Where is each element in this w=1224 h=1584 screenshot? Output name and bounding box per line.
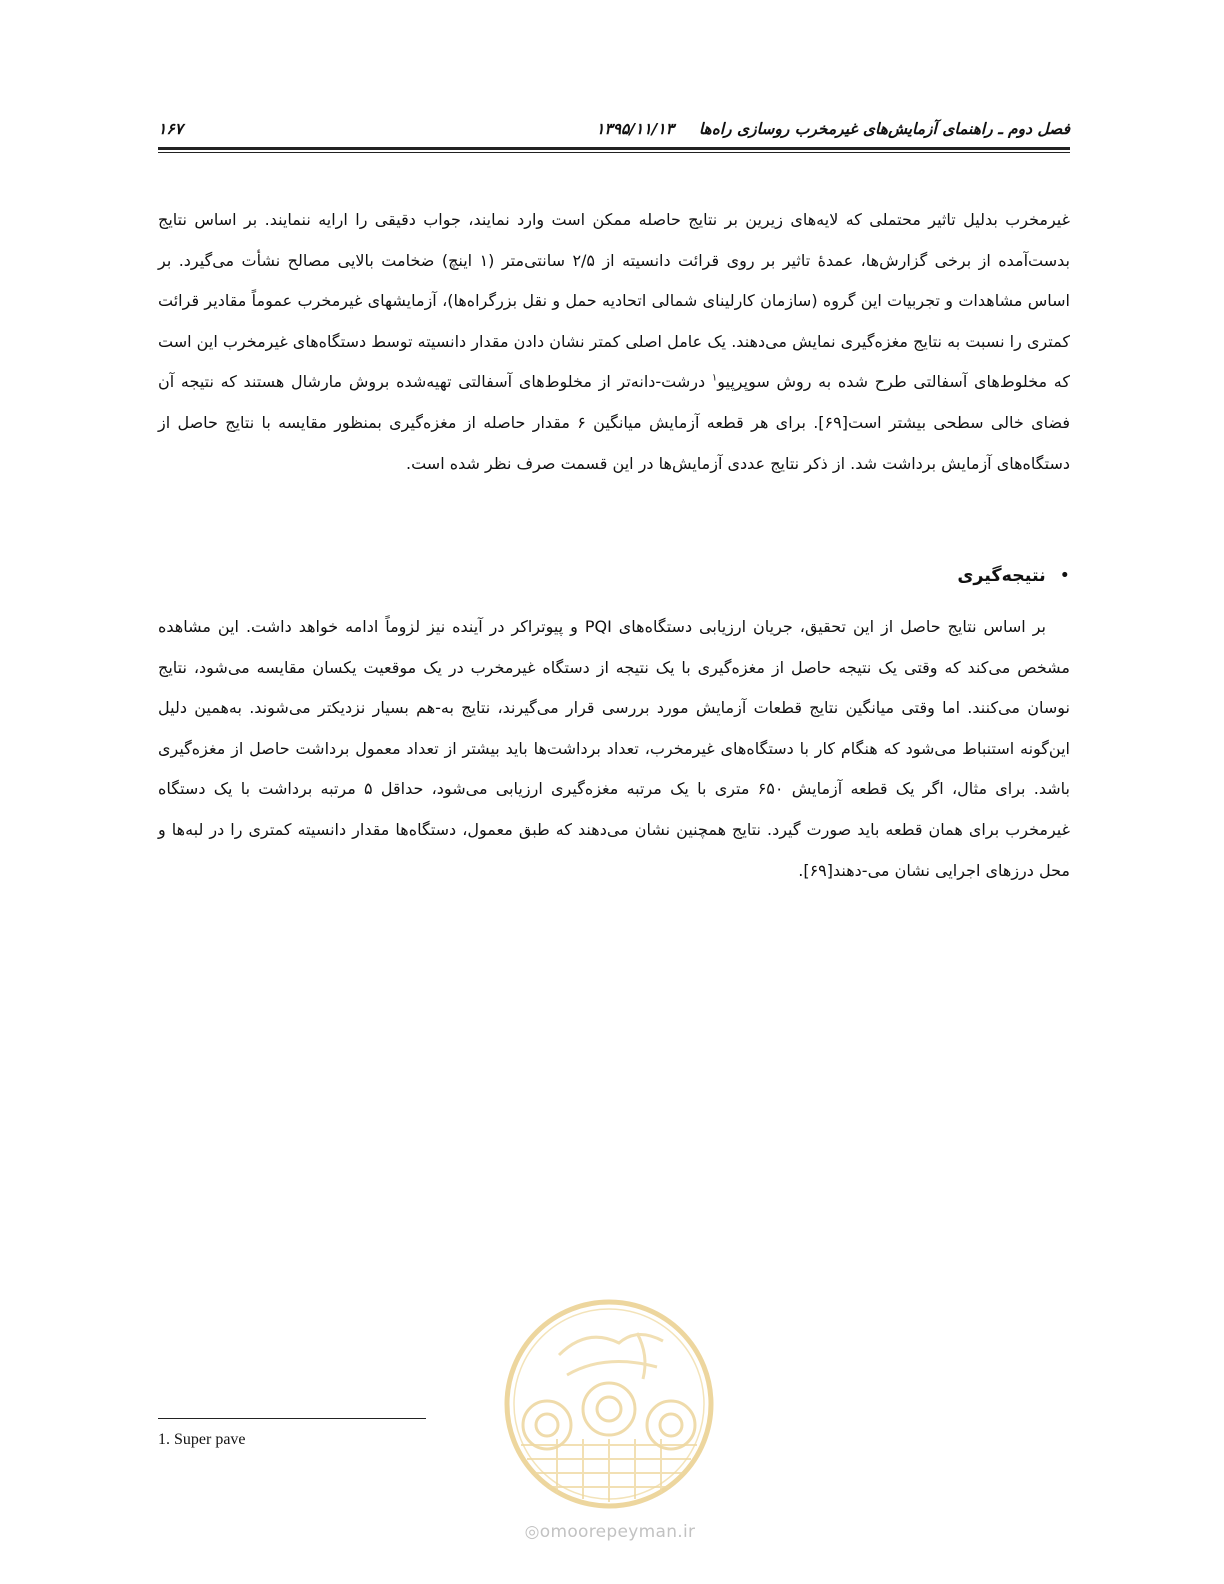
paragraph-1-text-b: درشت-دانه‌تر از مخلوط‌های آسفالتی تهیه‌شده بروش مارشال هستند که نتیجه آن فضای خالی سطحی بیشتر است[۶۹]. برای هر قطعه آزمایش میانگین ۶ مقدار حاصله از مغزه‌گیری بمنظور مقایسه با نتایج حاصل از دستگاه‌های آزمایش برداشت شد. از ذکر نتایج عددی آزمایش‌ها در این قسمت صرف نظر شده است. xyxy=(158,372,1071,473)
watermark-url: ◎omoorepeyman.ir xyxy=(524,1522,696,1542)
watermark-url-text: omoorepeyman.ir xyxy=(539,1522,696,1542)
body-paragraph-1 xyxy=(158,200,1070,484)
header-title: فصل دوم ـ راهنمای آزمایش‌های غیرمخرب روسازی راه‌ها xyxy=(698,120,1070,138)
running-header xyxy=(158,118,1070,144)
header-rule-thick xyxy=(158,147,1070,150)
body-paragraph-2: بر اساس نتایج حاصل از این تحقیق، جریان ارزیابی دستگاه‌های PQI و پیوتراکر در آینده نیز لزوماً ادامه خواهد داشت. این مشاهده مشخص می‌کند که وقتی یک نتیجه حاصل از مغزه‌گیری با یک نتیجه از دستگاه غیرمخرب در یک موقعیت یکسان مقایسه می‌شود، نتایج نوسان می‌کنند. اما وقتی میانگین نتایج قطعات آزمایش مورد بررسی قرار می‌گیرند، نتایج به-هم بسیار نزدیکتر می‌شوند. به‌همین دلیل این‌گونه استنباط می‌شود که هنگام کار با دستگاه‌های غیرمخرب، تعداد برداشت‌ها باید بیشتر از تعداد معمول برداشت حاصل از مغزه‌گیری باشد. برای مثال، اگر یک قطعه آزمایش ۶۵۰ متری با یک مرتبه مغزه‌گیری ارزیابی می‌شود، حداقل ۵ مرتبه برداشت با یک دستگاه غیرمخرب برای همان قطعه باید صورت گیرد. نتایج همچنین نشان می‌دهند که طبق معمول، دستگاه‌ها مقدار دانسیته کمتری را در لبه‌ها و محل درزهای اجرایی نشان می-دهند[۶۹]. xyxy=(158,617,1070,880)
section-heading-text: نتیجه‌گیری xyxy=(957,566,1046,586)
page-number: ۱۶۷ xyxy=(158,120,183,138)
footnote-rule xyxy=(158,1418,426,1419)
paragraph-1-text-a: غیرمخرب بدلیل تاثیر محتملی که لایه‌های زیرین بر نتایج حاصله ممکن است وارد نمایند، جواب دقیقی را ارایه ننمایند. بر اساس نتایج بدست‌آمده از برخی گزارش‌ها، عمدهٔ تاثیر بر روی قرائت دانسیته از ۲/۵ سانتی‌متر (۱ اینچ) ضخامت بالایی مصالح نشأت می‌گیرد. بر اساس مشاهدات و تجربیات این گروه (سازمان کارلینای شمالی اتحادیه حمل و نقل بزرگراه‌ها)، آزمایشهای غیرمخرب عموماً مقادیر قرائت کمتری را نسبت به نتایج مغزه‌گیری نمایش می‌دهند. یک عامل اصلی کمتر نشان دادن مقدار دانسیته توسط دستگاه‌های غیرمخرب این است که مخلوط‌های آسفالتی طرح شده به روش سوپرپیو xyxy=(158,210,1071,392)
header-rule-thin xyxy=(158,152,1070,153)
footnote-reference: ۱ xyxy=(711,373,718,385)
header-date: ۱۳۹۵/۱۱/۱۳ xyxy=(596,120,674,138)
section-heading xyxy=(957,566,1070,586)
bullet-icon: • xyxy=(1059,566,1070,586)
footnote: 1. Super pave xyxy=(158,1431,246,1448)
publisher-seal-watermark xyxy=(487,1297,731,1511)
